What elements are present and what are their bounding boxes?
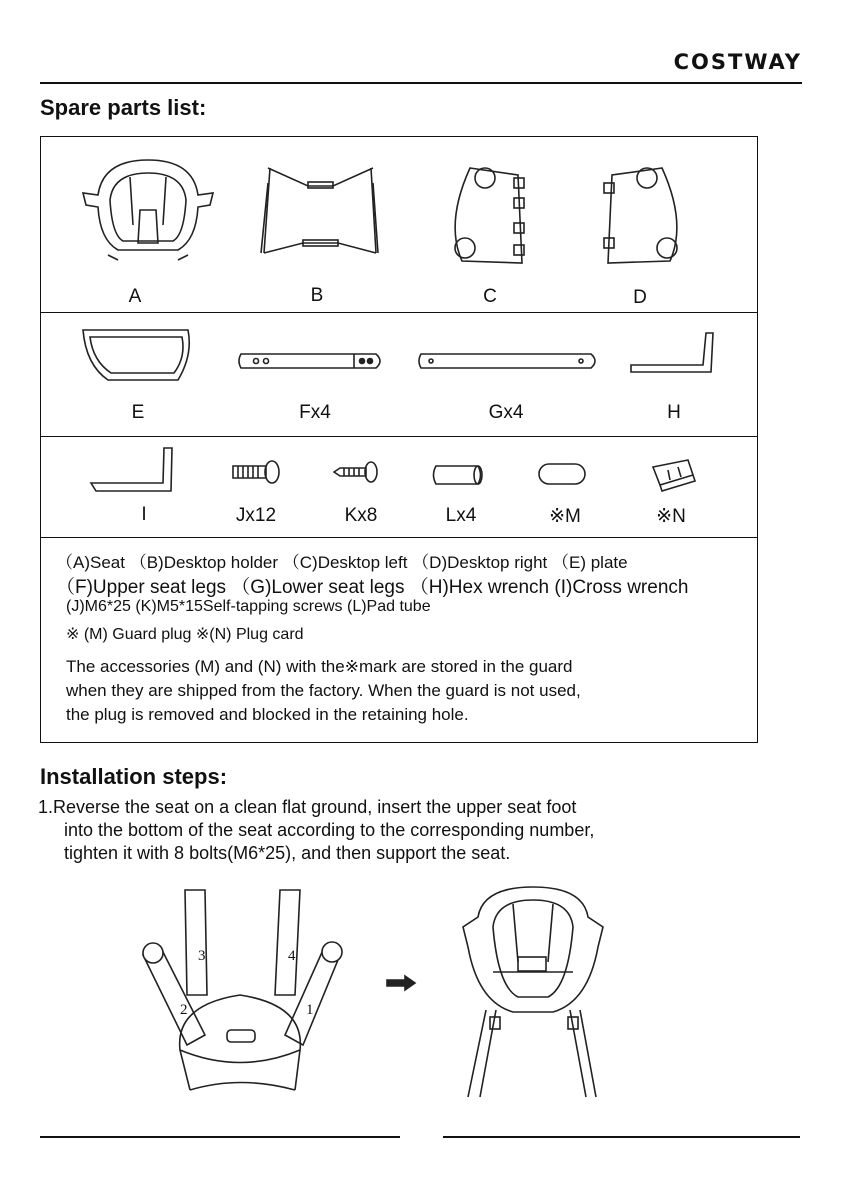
bolt-illustration (230, 459, 282, 485)
step1-line-3: tighten it with 8 bolts(M6*25), and then support the seat. (64, 843, 511, 863)
leg-number-4: 4 (288, 948, 296, 964)
part-label-d: D (633, 287, 647, 308)
desktop-holder-illustration (258, 158, 383, 263)
cross-wrench-illustration (88, 445, 183, 495)
note-line-3: the plug is removed and blocked in the retaining hole. (66, 705, 469, 724)
part-label-m: ※M (549, 506, 581, 527)
part-label-g: Gx4 (488, 402, 524, 423)
leg-number-2: 2 (180, 1002, 188, 1018)
part-label-j: Jx12 (235, 505, 277, 526)
legend-line-4: ※ (M) Guard plug ※(N) Plug card (66, 626, 304, 643)
inverted-seat-illustration (135, 880, 345, 1100)
guard-plug-illustration (537, 461, 589, 489)
part-label-b: B (310, 285, 324, 306)
part-label-k: Kx8 (344, 505, 378, 526)
leg-number-1: 1 (306, 1002, 314, 1018)
lower-leg-illustration (416, 350, 601, 372)
step1-line-2: into the bottom of the seat according to the corresponding number, (64, 820, 595, 840)
assembled-seat-illustration (438, 882, 628, 1107)
upper-leg-illustration (236, 350, 386, 372)
row-divider-2 (40, 436, 758, 437)
pad-tube-illustration (430, 463, 484, 487)
header-divider (40, 82, 802, 84)
spare-parts-title: Spare parts list: (40, 95, 207, 120)
step1-line-1: 1.Reverse the seat on a clean flat ground, insert the upper seat foot (38, 797, 577, 817)
brand-logo: COSTWAY (673, 50, 802, 74)
part-label-f: Fx4 (299, 402, 331, 423)
bottom-rule-right (443, 1136, 800, 1138)
part-label-h: H (667, 402, 681, 423)
row-divider-1 (40, 312, 758, 313)
installation-title: Installation steps: (40, 764, 228, 789)
legend-line-3: (J)M6*25 (K)M5*15Self-tapping screws (L)Pad tube (66, 598, 431, 615)
note-line-1: The accessories (M) and (N) with the※mark are stored in the guard (66, 657, 573, 676)
row-divider-3 (40, 537, 758, 538)
note-line-2: when they are shipped from the factory. When the guard is not used, (66, 681, 581, 700)
legend-line-2: （F)Upper seat legs （G)Lower seat legs （H)Hex wrench (I)Cross wrench (56, 577, 689, 598)
arrow-right-icon (385, 975, 417, 991)
part-label-c: C (483, 286, 497, 307)
plate-illustration (78, 325, 198, 385)
bottom-rule-left (40, 1136, 400, 1138)
desktop-left-illustration (440, 153, 540, 273)
plug-card-illustration (648, 455, 700, 495)
part-label-n: ※N (656, 506, 686, 527)
leg-number-3: 3 (198, 948, 206, 964)
legend-line-1: （A)Seat （B)Desktop holder （C)Desktop left （D)Desktop right （E) plate (56, 553, 628, 572)
part-label-a: A (128, 286, 142, 307)
hex-wrench-illustration (628, 330, 718, 375)
part-label-i: I (141, 504, 147, 525)
desktop-right-illustration (592, 153, 692, 273)
screw-illustration (332, 460, 380, 484)
part-label-e: E (131, 402, 145, 423)
seat-illustration (78, 155, 218, 270)
part-label-l: Lx4 (445, 505, 477, 526)
